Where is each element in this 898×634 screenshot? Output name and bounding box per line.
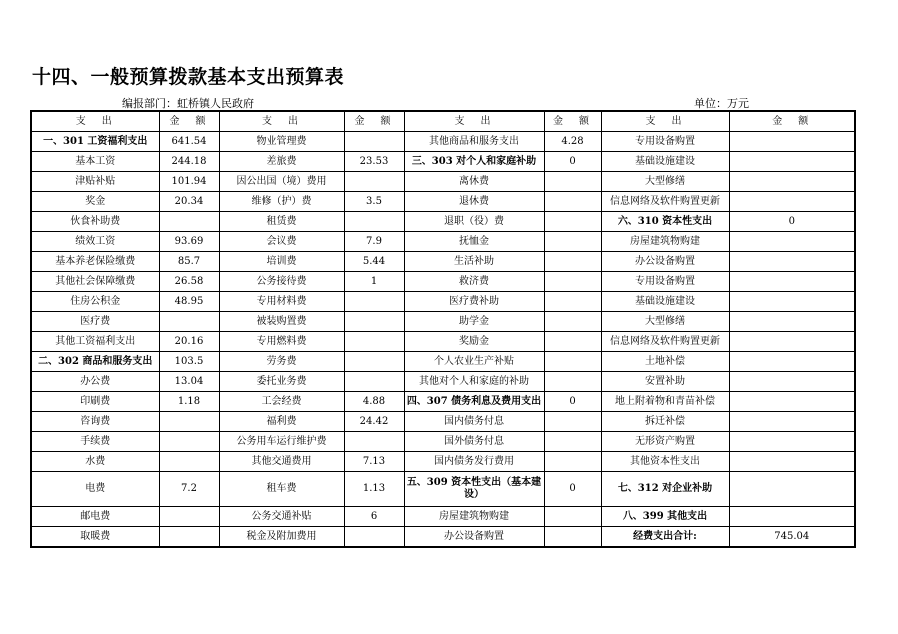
expense-item-cell: 房屋建筑物购建 — [601, 232, 729, 252]
expense-item-cell: 住房公积金 — [31, 292, 159, 312]
amount-cell: 745.04 — [729, 527, 855, 548]
expense-item-cell: 物业管理费 — [219, 132, 344, 152]
amount-cell — [159, 527, 219, 548]
unit-label: 单位：万元 — [694, 97, 749, 110]
expense-item-cell: 邮电费 — [31, 507, 159, 527]
expense-item-cell: 土地补偿 — [601, 352, 729, 372]
expense-item-cell: 个人农业生产补贴 — [404, 352, 544, 372]
amount-cell: 3.5 — [344, 192, 404, 212]
expense-item-cell: 劳务费 — [219, 352, 344, 372]
expense-item-cell: 基本工资 — [31, 152, 159, 172]
amount-cell — [159, 212, 219, 232]
expense-item-cell: 办公费 — [31, 372, 159, 392]
amount-cell — [344, 292, 404, 312]
expense-item-cell: 基本养老保险缴费 — [31, 252, 159, 272]
budget-table — [30, 110, 856, 548]
amount-cell — [344, 132, 404, 152]
amount-cell — [729, 352, 855, 372]
expense-item-cell: 电费 — [31, 472, 159, 507]
expense-item-cell: 经费支出合计: — [601, 527, 729, 548]
amount-cell: 48.95 — [159, 292, 219, 312]
expense-item-cell: 救济费 — [404, 272, 544, 292]
expense-item-cell: 公务交通补贴 — [219, 507, 344, 527]
amount-cell — [544, 312, 601, 332]
expense-item-cell: 专用材料费 — [219, 292, 344, 312]
table-row — [31, 372, 855, 392]
amount-cell — [344, 312, 404, 332]
expense-item-cell: 其他资本性支出 — [601, 452, 729, 472]
table-row — [31, 432, 855, 452]
table-row — [31, 272, 855, 292]
expense-item-cell: 专用设备购置 — [601, 272, 729, 292]
expense-item-cell: 六、310 资本性支出 — [601, 212, 729, 232]
amount-cell: 6 — [344, 507, 404, 527]
header-cell: 金 额 — [729, 111, 855, 132]
amount-cell — [159, 432, 219, 452]
expense-item-cell: 二、302 商品和服务支出 — [31, 352, 159, 372]
expense-item-cell: 办公设备购置 — [601, 252, 729, 272]
table-row — [31, 232, 855, 252]
amount-cell — [344, 172, 404, 192]
table-row — [31, 392, 855, 412]
amount-cell — [544, 272, 601, 292]
amount-cell — [729, 412, 855, 432]
page-title: 十四、一般预算拨款基本支出预算表 — [32, 66, 345, 88]
expense-item-cell: 奖金 — [31, 192, 159, 212]
expense-item-cell: 伙食补助费 — [31, 212, 159, 232]
expense-item-cell: 其他社会保障缴费 — [31, 272, 159, 292]
expense-item-cell: 公务用车运行维护费 — [219, 432, 344, 452]
table-body — [31, 132, 855, 548]
amount-cell: 4.28 — [544, 132, 601, 152]
expense-item-cell: 取暖费 — [31, 527, 159, 548]
expense-item-cell: 国内债务发行费用 — [404, 452, 544, 472]
expense-item-cell: 八、399 其他支出 — [601, 507, 729, 527]
header-cell: 金 额 — [159, 111, 219, 132]
amount-cell — [544, 352, 601, 372]
table-row — [31, 412, 855, 432]
amount-cell — [729, 132, 855, 152]
amount-cell — [344, 212, 404, 232]
table-row — [31, 292, 855, 312]
amount-cell — [729, 192, 855, 212]
expense-item-cell: 拆迁补偿 — [601, 412, 729, 432]
table-row — [31, 527, 855, 548]
amount-cell: 7.2 — [159, 472, 219, 507]
amount-cell — [729, 232, 855, 252]
amount-cell: 26.58 — [159, 272, 219, 292]
table-row — [31, 452, 855, 472]
expense-item-cell: 公务接待费 — [219, 272, 344, 292]
amount-cell — [544, 252, 601, 272]
amount-cell: 20.16 — [159, 332, 219, 352]
amount-cell: 24.42 — [344, 412, 404, 432]
expense-item-cell: 信息网络及软件购置更新 — [601, 192, 729, 212]
amount-cell — [729, 332, 855, 352]
amount-cell — [159, 452, 219, 472]
amount-cell — [544, 527, 601, 548]
expense-item-cell: 手续费 — [31, 432, 159, 452]
amount-cell: 5.44 — [344, 252, 404, 272]
expense-item-cell: 医疗费补助 — [404, 292, 544, 312]
amount-cell — [344, 372, 404, 392]
table-row — [31, 132, 855, 152]
amount-cell: 1.13 — [344, 472, 404, 507]
expense-item-cell: 税金及附加费用 — [219, 527, 344, 548]
expense-item-cell: 一、301 工资福利支出 — [31, 132, 159, 152]
amount-cell — [544, 212, 601, 232]
amount-cell: 4.88 — [344, 392, 404, 412]
amount-cell: 13.04 — [159, 372, 219, 392]
amount-cell — [544, 452, 601, 472]
expense-item-cell: 福利费 — [219, 412, 344, 432]
expense-item-cell: 房屋建筑物购建 — [404, 507, 544, 527]
expense-item-cell: 维修（护）费 — [219, 192, 344, 212]
amount-cell — [729, 172, 855, 192]
amount-cell — [729, 152, 855, 172]
amount-cell: 93.69 — [159, 232, 219, 252]
expense-item-cell: 其他对个人和家庭的补助 — [404, 372, 544, 392]
expense-item-cell: 其他交通费用 — [219, 452, 344, 472]
expense-item-cell: 奖励金 — [404, 332, 544, 352]
expense-item-cell: 三、303 对个人和家庭补助 — [404, 152, 544, 172]
amount-cell: 85.7 — [159, 252, 219, 272]
expense-item-cell: 会议费 — [219, 232, 344, 252]
amount-cell — [544, 372, 601, 392]
expense-item-cell: 租赁费 — [219, 212, 344, 232]
expense-item-cell: 生活补助 — [404, 252, 544, 272]
expense-item-cell: 国内债务付息 — [404, 412, 544, 432]
amount-cell — [544, 432, 601, 452]
amount-cell: 103.5 — [159, 352, 219, 372]
expense-item-cell: 培训费 — [219, 252, 344, 272]
expense-item-cell: 地上附着物和青苗补偿 — [601, 392, 729, 412]
amount-cell — [344, 527, 404, 548]
amount-cell — [159, 507, 219, 527]
amount-cell: 0 — [544, 152, 601, 172]
expense-item-cell: 专用设备购置 — [601, 132, 729, 152]
expense-item-cell: 委托业务费 — [219, 372, 344, 392]
expense-item-cell: 七、312 对企业补助 — [601, 472, 729, 507]
expense-item-cell: 其他商品和服务支出 — [404, 132, 544, 152]
amount-cell — [729, 252, 855, 272]
amount-cell — [544, 172, 601, 192]
expense-item-cell: 大型修缮 — [601, 312, 729, 332]
amount-cell — [544, 192, 601, 212]
expense-item-cell: 无形资产购置 — [601, 432, 729, 452]
table-header-row — [31, 111, 855, 132]
amount-cell — [544, 292, 601, 312]
expense-item-cell: 因公出国（境）费用 — [219, 172, 344, 192]
amount-cell: 23.53 — [344, 152, 404, 172]
amount-cell — [344, 332, 404, 352]
table-row — [31, 507, 855, 527]
expense-item-cell: 退职（役）费 — [404, 212, 544, 232]
table-row — [31, 172, 855, 192]
expense-item-cell: 医疗费 — [31, 312, 159, 332]
amount-cell: 1.18 — [159, 392, 219, 412]
expense-item-cell: 差旅费 — [219, 152, 344, 172]
expense-item-cell: 大型修缮 — [601, 172, 729, 192]
amount-cell — [544, 232, 601, 252]
expense-item-cell: 安置补助 — [601, 372, 729, 392]
table-row — [31, 352, 855, 372]
amount-cell — [729, 432, 855, 452]
expense-item-cell: 专用燃料费 — [219, 332, 344, 352]
amount-cell: 244.18 — [159, 152, 219, 172]
amount-cell — [544, 332, 601, 352]
expense-item-cell: 离休费 — [404, 172, 544, 192]
amount-cell — [544, 507, 601, 527]
amount-cell: 20.34 — [159, 192, 219, 212]
header-cell: 金 额 — [344, 111, 404, 132]
amount-cell — [344, 432, 404, 452]
header-cell: 支 出 — [31, 111, 159, 132]
reporting-department: 编报部门：虹桥镇人民政府 — [122, 97, 254, 110]
expense-item-cell: 助学金 — [404, 312, 544, 332]
expense-item-cell: 基础设施建设 — [601, 292, 729, 312]
table-row — [31, 312, 855, 332]
amount-cell: 7.13 — [344, 452, 404, 472]
expense-item-cell: 水费 — [31, 452, 159, 472]
amount-cell — [729, 507, 855, 527]
table-row — [31, 472, 855, 507]
amount-cell — [729, 312, 855, 332]
amount-cell — [729, 472, 855, 507]
amount-cell: 101.94 — [159, 172, 219, 192]
expense-item-cell: 咨询费 — [31, 412, 159, 432]
expense-item-cell: 被装购置费 — [219, 312, 344, 332]
expense-item-cell: 信息网络及软件购置更新 — [601, 332, 729, 352]
amount-cell — [159, 312, 219, 332]
table-row — [31, 192, 855, 212]
expense-item-cell: 租车费 — [219, 472, 344, 507]
table-row — [31, 252, 855, 272]
amount-cell: 0 — [544, 392, 601, 412]
expense-item-cell: 基础设施建设 — [601, 152, 729, 172]
header-cell: 支 出 — [601, 111, 729, 132]
expense-item-cell: 其他工资福利支出 — [31, 332, 159, 352]
header-cell: 支 出 — [219, 111, 344, 132]
expense-item-cell: 绩效工资 — [31, 232, 159, 252]
table-row — [31, 212, 855, 232]
expense-item-cell: 抚恤金 — [404, 232, 544, 252]
header-cell: 支 出 — [404, 111, 544, 132]
header-cell: 金 额 — [544, 111, 601, 132]
amount-cell: 641.54 — [159, 132, 219, 152]
amount-cell — [729, 452, 855, 472]
expense-item-cell: 办公设备购置 — [404, 527, 544, 548]
expense-item-cell: 工会经费 — [219, 392, 344, 412]
amount-cell — [344, 352, 404, 372]
amount-cell: 0 — [544, 472, 601, 507]
amount-cell: 0 — [729, 212, 855, 232]
amount-cell — [544, 412, 601, 432]
table-row — [31, 332, 855, 352]
amount-cell — [729, 392, 855, 412]
expense-item-cell: 印刷费 — [31, 392, 159, 412]
amount-cell: 7.9 — [344, 232, 404, 252]
amount-cell: 1 — [344, 272, 404, 292]
expense-item-cell: 退休费 — [404, 192, 544, 212]
expense-item-cell: 五、309 资本性支出（基本建设） — [404, 472, 544, 507]
amount-cell — [159, 412, 219, 432]
amount-cell — [729, 372, 855, 392]
expense-item-cell: 四、307 债务利息及费用支出 — [404, 392, 544, 412]
amount-cell — [729, 292, 855, 312]
amount-cell — [729, 272, 855, 292]
expense-item-cell: 国外债务付息 — [404, 432, 544, 452]
expense-item-cell: 津贴补贴 — [31, 172, 159, 192]
table-row — [31, 152, 855, 172]
